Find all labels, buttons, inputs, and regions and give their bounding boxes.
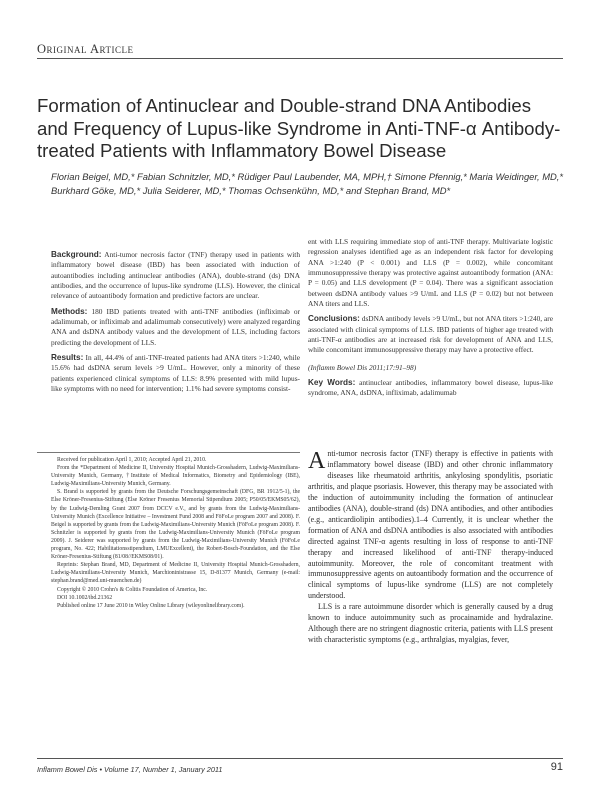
keywords (308, 378, 553, 399)
article-title: Formation of Antinuclear and Double-strand DNA Antibodies and Frequency of Lupus-like Syndrome in Anti-TNF-α Antibody-treated Patients with Inflammatory Bowel Disease (37, 95, 561, 162)
body-paragraph-2: LLS is a rare autoimmune disorder which is generally caused by a drug known to induce autoimmunity such as procainamide and hydralazine. Although there are no stringent diagnostic criteria, patients with LLS present with characteristic symptoms (e.g., arthralgias, myalgias, fever, (308, 602, 553, 645)
footnotes (51, 456, 300, 610)
abstract-conclusions (308, 314, 553, 355)
author-list: Florian Beigel, MD,* Fabian Schnitzler, MD,* Rüdiger Paul Laubender, MA, MPH,† Simone Pfennig,* Maria Weidinger, MD,* Burkhard Göke, MD,* Julia Seiderer, MD,* Thomas Ochsenkühn, MD,* and Stephan Brand, MD* (51, 171, 564, 196)
footnote-received: Received for publication April 1, 2010; Accepted April 21, 2010. (57, 457, 207, 463)
footnote-rule (37, 452, 300, 453)
section-label: Original Article (37, 42, 134, 56)
methods-text: 180 IBD patients treated with anti-TNF antibodies (infliximab or adalimumab, or infliximab and adalimumab consecutively) were analyzed regarding ANA and dsDNA antibody values and the development of LLS, including factors predicting the development of LLS. (51, 306, 300, 347)
footnote-published: Published online 17 June 2010 in Wiley Online Library (wileyonlinelibrary.com). (57, 602, 245, 609)
results-text-left: In all, 44.4% of anti-TNF-treated patients had ANA titers >1:240, while 15.6% had dsDNA serum levels >9 U/mL. However, only a minority of these patients experienced clinical symptoms of LLS: 8.9% presented with mild lupus-like symptoms with no need for intervention; 1.1% had severe symptoms consist- (51, 353, 300, 394)
footnote-affiliations: From the *Department of Medicine II, University Hospital Munich-Grosshadern, Ludwig-Maximilians-University Munich, Germany, †Institute of Medical Informatics, Biometry and Epidemiology (IBE), Ludwig-Maximilians-University Munich, Germany. (51, 465, 300, 488)
conclusions-heading: Conclusions: (308, 314, 360, 324)
background-text: Anti-tumor necrosis factor (TNF) therapy used in patients with inflammatory bowel disease (IBD) has been associated with induction of autoantibodies including antinuclear antibodies (ANA), double-strand (ds) DNA antibodies, and the occurrence of lupus-like syndrome (LLS). However, the clinical relevance of autoantibody formation and predictive factors are unclear. (51, 250, 300, 301)
body-paragraph-1 (308, 449, 553, 602)
background-heading: Background: (51, 250, 102, 259)
footnote-reprints: Reprints: Stephan Brand, MD, Department of Medicine II, University Hospital Munich-Grosshadern, Ludwig-Maximilians-University Munich, Marchioninistrasse 15, D-81377 Munich, Germany (e-mail: stephan.brand@med.uni-muenchen.de) (51, 562, 300, 585)
footnote-funding: S. Brand is supported by grants from the Deutsche Forschungsgemeinschaft (DFG, BR 1912/5-1), the Else Kröner-Fresenius-Stiftung (Else Kröner Fresenius Memorial Stipendium 2005; P50/05/EKMS05/62), by the Ludwig-Demling Grant 2007 from DCCV e.V., and by grants from the Ludwig-Maximilians-University Munich (Excellence Initiative – Investment Fund 2008 and FöFoLe program 2007 and 2008). F. Beigel is supported by grants from the Ludwig-Maximilians-University Munich (FöFoLe program 2008). F. Schnitzler is supported by grants from the Ludwig-Maximilians-University Munich (FöFoLe program 2009). J. Seiderer was supported by grants from the Ludwig-Maximilians-University Munich (FöFoLe program, No. 422; Habilitationsstipendium, LMUExcellent), the Robert-Bosch-Foundation, and the Else Kröner-Fresenius-Stiftung (81/08//EKMS08/01). (51, 489, 300, 561)
body-paragraph-1-text: nti-tumor necrosis factor (TNF) therapy is effective in patients with inflammatory bowel disease (IBD) and other chronic inflammatory diseases like rheumatoid arthritis, ankylosing spondylitis, psoriatic arthritis, and plaque psoriasis. However, this therapy may be associated with the induction of autoimmunity including the formation of antinuclear antibodies (ANA), double-strand (ds) DNA antibodies, and other antibodies (e.g., anticardiolipin antibodies).1–4 Currently, it is unclear whether the formation of ANA and dsDNA antibodies is also associated with antibodies directed against TNF-α agents resulting in loss of response to anti-TNF therapy and increased likelihood of anti-TNF therapy-induced autoimmunity. Moreover, the role of concomitant treatment with immunosuppressive agents on autoantibody formation and the occurrence of clinical symptoms of lupus-like syndrome (LLS) are not completely understood. (308, 449, 553, 601)
abstract-background (51, 250, 300, 302)
footer-rule (37, 758, 563, 759)
abstract-methods (51, 307, 300, 348)
keywords-text: antinuclear antibodies, inflammatory bowel disease, lupus-like syndrome, ANA, dsDNA, infliximab, adalimumab (308, 378, 554, 398)
abstract-left-column (51, 250, 300, 399)
keywords-heading: Key Words: (308, 378, 356, 388)
results-heading: Results: (51, 353, 84, 363)
journal-footer: Inflamm Bowel Dis • Volume 17, Number 1, January 2011 (37, 765, 223, 774)
drop-cap: A (308, 448, 326, 474)
article-body (308, 449, 553, 646)
journal-citation: (Inflamm Bowel Dis 2011;17:91–98) (308, 362, 417, 372)
conclusions-text: dsDNA antibody levels >9 U/mL, but not ANA titers >1:240, are associated with clinical symptoms of LLS. IBD patients of higher age treated with anti-TNF-α antibodies are at increased risk for development of ANA and LLS, while concomitant immunosuppressive therapy may have a protective effect. (308, 314, 553, 355)
abstract-right-column (308, 237, 553, 404)
page-number: 91 (550, 761, 563, 773)
results-continuation: ent with LLS requiring immediate stop of anti-TNF therapy. Multivariate logistic regression analyses identified age as an independent risk factor for developing ANA >1:240 (P < 0.001) and LLS (P = 0.002), while concomitant immunosuppressive therapy was protective against autoantibody formation (ANA: P = 0.05) and LLS development (P = 0.04). There was a significant association between dsDNA antibody values >9 U/mL and LLS (P = 0.02) but not between ANA titers and LLS. (308, 237, 553, 309)
abstract-results (51, 353, 300, 394)
footnote-copyright: Copyright © 2010 Crohn's & Colitis Foundation of America, Inc. (57, 586, 208, 593)
header-rule (37, 58, 563, 59)
footnote-doi: DOI 10.1002/ibd.21362 (57, 594, 113, 601)
methods-heading: Methods: (51, 306, 88, 316)
